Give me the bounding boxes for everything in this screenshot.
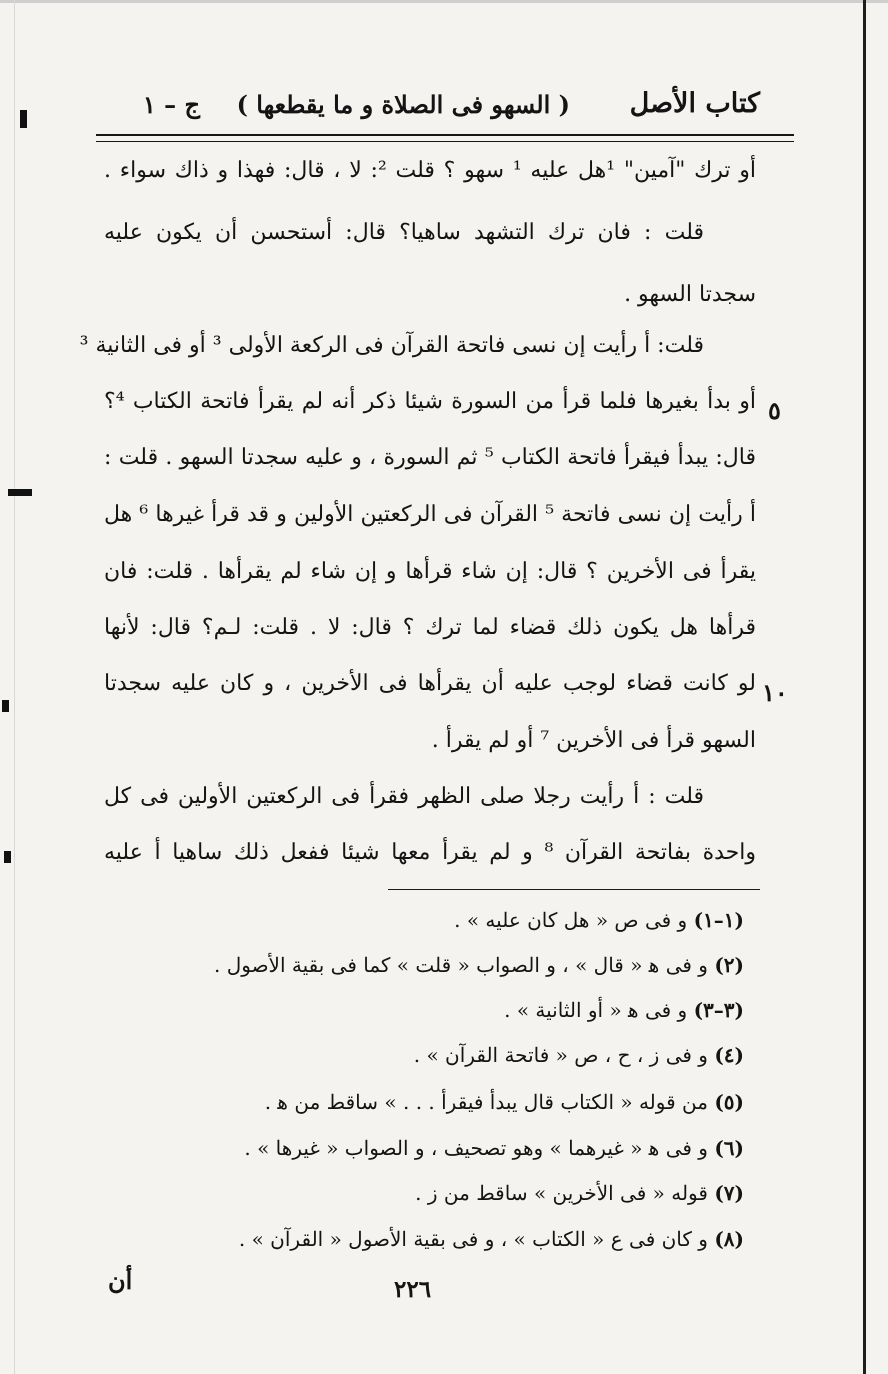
footnote-number: (٥): [714, 1090, 744, 1114]
body-line: واحدة بفاتحة القرآن ⁸ و لم يقرأ معها شيئا ففعل ذلك ساهيا أ عليه: [104, 840, 756, 865]
footnote-text: و فى ﻫ « غيرهما » وهو تصحيف ، و الصواب « غيرها » .: [244, 1136, 708, 1160]
body-line: قرأها هل يكون ذلك قضاء لما ترك ؟ قال: لا . قلت: لـم؟ قال: لأنها: [104, 615, 756, 640]
catchword: أن: [108, 1266, 133, 1295]
body-line: قلت : فان ترك التشهد ساهيا؟ قال: أستحسن أن يكون عليه: [104, 220, 704, 245]
page-right-edge-shadow: [863, 0, 866, 1374]
footnote: [244, 1136, 744, 1160]
body-line: أو بدأ بغيرها فلما قرأ من السورة شيئا ذكر أنه لم يقرأ فاتحة الكتاب ⁴؟: [104, 389, 756, 414]
body-line: أو ترك "آمين" ¹هل عليه ¹ سهو ؟ قلت ²: لا ، قال: فهذا و ذاك سواء .: [104, 158, 757, 183]
scan-mark: [8, 489, 32, 496]
footnote-text: قوله « فى الأخرين » ساقط من ز .: [415, 1181, 708, 1205]
book-title: كتاب الأصل: [629, 88, 760, 119]
body-line: يقرأ فى الأخرين ؟ قال: إن شاء قرأها و إن شاء لم يقرأها . قلت: فان: [104, 559, 756, 584]
footnote: [454, 908, 744, 932]
footnote-rule: [388, 889, 760, 890]
part-label: ج – ١: [142, 90, 200, 119]
running-header: [110, 78, 760, 128]
header-rule-thick: [96, 134, 794, 136]
footnote-number: (٧): [714, 1181, 744, 1205]
footnote-text: و فى ز ، ح ، ص « فاتحة القرآن » .: [413, 1043, 708, 1067]
footnote-text: و فى ﻫ « قال » ، و الصواب « قلت » كما فى بقية الأصول .: [214, 953, 708, 977]
footnote: [504, 998, 744, 1022]
body-line: سجدتا السهو .: [624, 282, 756, 307]
footnote-number: (٨): [714, 1227, 744, 1251]
scan-mark: [4, 851, 11, 863]
footnote-text: و فى ص « هل كان عليه » .: [454, 908, 688, 932]
page-left-edge: [14, 0, 15, 1374]
body-line: قلت : أ رأيت رجلا صلى الظهر فقرأ فى الركعتين الأولين فى كل: [104, 784, 704, 809]
page-number: ٢٢٦: [394, 1276, 432, 1303]
body-line: قال: يبدأ فيقرأ فاتحة الكتاب ⁵ ثم السورة ، و عليه سجدتا السهو . قلت :: [104, 445, 756, 470]
chapter-title: ( السهو فى الصلاة و ما يقطعها ): [236, 90, 570, 119]
scan-mark: [2, 700, 9, 712]
footnote: [415, 1181, 744, 1205]
footnote-text: من قوله « الكتاب قال يبدأ فيقرأ . . . » ساقط من ﻫ .: [264, 1090, 708, 1114]
footnote: [239, 1227, 744, 1251]
body-line: السهو قرأ فى الأخرين ⁷ أو لم يقرأ .: [431, 728, 756, 753]
body-line: لو كانت قضاء لوجب عليه أن يقرأها فى الأخرين ، و كان عليه سجدتا: [104, 671, 756, 696]
footnote-number: (٤): [714, 1043, 744, 1067]
footnote-number: (٢): [714, 953, 744, 977]
footnote-text: و كان فى ع « الكتاب » ، و فى بقية الأصول « القرآن » .: [238, 1227, 708, 1251]
line-number-5: ٥: [768, 396, 781, 425]
footnote-number: (٦): [714, 1136, 744, 1160]
footnote-number: (١–١): [693, 908, 744, 932]
line-number-10: ١٠: [762, 678, 788, 707]
body-line: أ رأيت إن نسى فاتحة ⁵ القرآن فى الركعتين الأولين و قد قرأ غيرها ⁶ هل: [104, 502, 757, 527]
scan-mark: [20, 110, 27, 128]
footnote-number: (٣–٣): [693, 998, 744, 1022]
body-line: قلت: أ رأيت إن نسى فاتحة القرآن فى الركعة الأولى ³ أو فى الثانية ³: [79, 333, 704, 358]
footnote: [414, 1043, 744, 1067]
footnote: [214, 953, 744, 977]
page-top-edge: [0, 0, 888, 3]
header-rule-thin: [96, 141, 794, 142]
footnote-text: و فى ﻫ « أو الثانية » .: [504, 998, 688, 1022]
footnote: [265, 1090, 744, 1114]
